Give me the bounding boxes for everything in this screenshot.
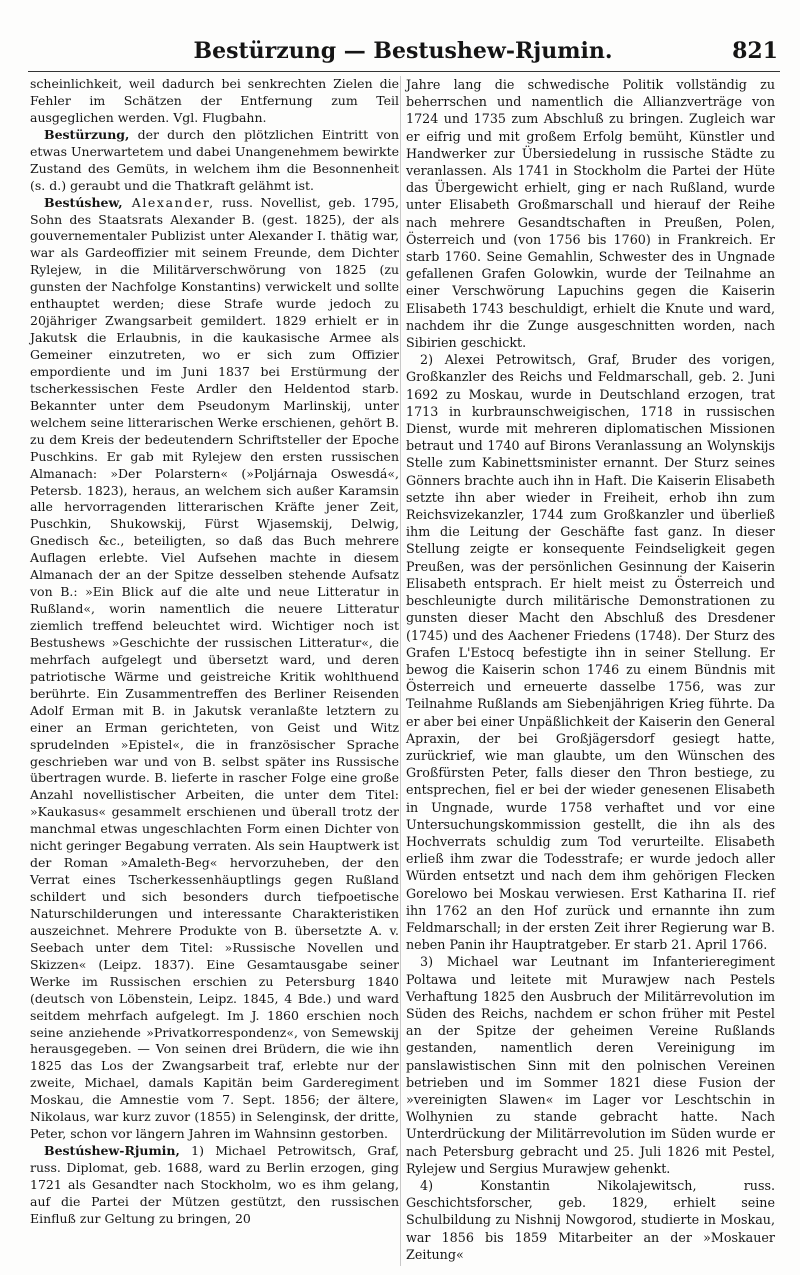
running-header — [28, 38, 778, 68]
entry-bestuschew — [30, 195, 399, 1144]
header-rule — [28, 71, 780, 72]
column-divider — [400, 76, 401, 1266]
right-column — [406, 76, 775, 1263]
continuation-paragraph: scheinlichkeit, weil dadurch bei senkrechten Zielen die Fehler im Schätzen der Entfernung zum Teil ausgeglichen werden. Vgl. Flugbahn. — [30, 76, 399, 125]
headword: Bestúshew-Rjumin, — [44, 1143, 180, 1159]
entry-text: russ. Novellist, geb. 1795, Sohn des Staatsrats Alexander B. (gest. 1825), der als gouvernementaler Publizist unter Alexander I. thätig war, war als Gardeoffizier mit seinem Freunde, dem Dichter Rylejew, in die Militärverschwörung von 1825 (zu gunsten der Nachfolge Konstantins) verwickelt und sollte enthauptet werden; diese Strafe wurde jedoch zu 20jähriger Zwangsarbeit gemildert. 1829 erhielt er in Jakutsk die Erlaubnis, in die kaukasische Armee als Gemeiner einzutreten, wo er sich zum Offizier empordiente und im Juni 1837 bei Erstürmung der tscherkessischen Feste Ardler den Heldentod starb. Bekannter unter dem Pseudonym Marlinskij, unter welchem seine litterarischen Werke erschienen, gehört B. zu dem Kreis der bedeutendern Schriftsteller der Epoche Puschkins. Er gab mit Rylejew den ersten russischen Almanach: »Der Polarstern« (»Poljárnaja Oswesdá«, Petersb. 1823), heraus, an welchem sich außer Karamsin alle hervorragenden litterarischen Kräfte jener Zeit, Puschkin, Shukowskij, Fürst Wjasemskij, Delwig, Gnedisch &c., beteiligten, so daß das Buch mehrere Auflagen erlebte. Viel Aufsehen machte in diesem Almanach der an der Spitze desselben stehende Aufsatz von B.: »Ein Blick auf die alte und neue Litteratur in Rußland«, worin namentlich die neuere Litteratur ziemlich treffend beleuchtet wird. Wichtiger noch ist Bestushews »Geschichte der russischen Litteratur«, die mehrfach aufgelegt und übersetzt ward, und deren patriotische Wärme und geistreiche Kritik wohlthuend berührte. Ein Zusammentreffen des Berliner Reisenden Adolf Erman mit B. in Jakutsk veranlaßte letztern zu einer an Erman gerichteten, von Geist und Witz sprudelnden »Epistel«, die in französischer Sprache geschrieben war und von B. selbst später ins Russische übertragen wurde. B. lieferte in rascher Folge eine große Anzahl novellistischer Arbeiten, die unter dem Titel: »Kaukasus« gesammelt erschienen und überall trotz der manchmal etwas ungeschlachten Form einen Dichter von nicht geringer Begabung verraten. Als sein Hauptwerk ist der Roman »Amaleth-Beg« hervorzuheben, der den Verrat eines Tscherkessenhäuptlings gegen Rußland schildert und sich besonders durch tiefpoetische Naturschilderungen und interessante Charakteristiken auszeichnet. Mehrere Produkte von B. übersetzte A. v. Seebach unter dem Titel: »Russische Novellen und Skizzen« (Leipz. 1837). Eine Gesamtausgabe seiner Werke im Russischen erschien zu Petersburg 1840 (deutsch von Löbenstein, Leipz. 1845, 4 Bde.) und ward seitdem mehrfach aufgelegt. Im J. 1860 erschien noch seine anziehende »Privatkorrespondenz«, von Semewskij herausgegeben. — Von seinen drei Brüdern, die wie ihn 1825 das Los der Zwangsarbeit traf, erlebte nur der zweite, Michael, damals Kapitän beim Garderegiment Moskau, die Amnestie vom 7. Sept. 1856; der ältere, Nikolaus, war kurz zuvor (1855) in Selenginsk, der dritte, Peter, schon vor längern Jahren im Wahnsinn gestorben. — [30, 194, 399, 1142]
entry-bestuerzung — [30, 127, 399, 195]
subentry-konstantin: 4) Konstantin Nikolajewitsch, russ. Geschichtsforscher, geb. 1829, erhielt seine Schulbildung zu Nishnij Nowgorod, studierte in Moskau, war 1856 bis 1859 Mitarbeiter an der »Moskauer Zeitung« — [406, 1178, 775, 1262]
continuation-paragraph: Jahre lang die schwedische Politik vollständig zu beherrschen und namentlich die Allianzverträge von 1724 und 1735 zum Abschluß zu bringen. Zugleich war er eifrig und mit großem Erfolg bemüht, Künstler und Handwerker zur Übersiedelung in russische Städte zu veranlassen. Als 1741 in Stockholm die Partei der Hüte das Übergewicht erhielt, ging er nach Rußland, wurde unter Elisabeth Großmarschall und hierauf der Reihe nach mehrere Gesandtschaften in Preußen, Polen, Österreich und (von 1756 bis 1760) in Frankreich. Er starb 1760. Seine Gemahlin, Schwester des in Ungnade gefallenen Grafen Golowkin, wurde der Teilnahme an einer Verschwörung Lapuchins gegen die Kaiserin Elisabeth 1743 beschuldigt, erhielt die Knute und ward, nachdem ihr die Zunge ausgeschnitten worden, nach Sibirien geschickt. — [406, 77, 775, 351]
headword: Bestürzung, — [44, 126, 130, 142]
page-number: 821 — [732, 38, 778, 64]
entry-person-name: Alexander, — [122, 194, 215, 210]
headword: Bestúshew, — [44, 194, 123, 210]
subentry-michael: 3) Michael war Leutnant im Infanterieregiment Poltawa und leitete mit Murawjew nach Pestels Verhaftung 1825 den Ausbruch der Militärrevolution im Süden des Reichs, nachdem er schon früher mit Pestel an der Spitze der geheimen Vereine Rußlands gestanden, namentlich deren Vereinigung im panslawistischen Sinn mit den polnischen Vereinen betrieben und im Sommer 1821 diese Fusion der »vereinigten Slawen« im Lager vor Leschtschin in Wolhynien zu stande gebracht hatte. Nach Unterdrückung der Militärrevolution im Süden wurde er nach Petersburg gebracht und 25. Juli 1826 mit Pestel, Rylejew und Sergius Murawjew gehenkt. — [406, 954, 775, 1176]
entry-text: der durch den plötzlichen Eintritt von etwas Unerwartetem und dabei Unangenehmem bewirkte Zustand des Gemüts, in welchem ihm die Besonnenheit (s. d.) geraubt und die Thatkraft gelähmt ist. — [30, 126, 399, 193]
entry-bestuschew-rjumin — [30, 1143, 399, 1228]
entry-text: 1) Michael Petrowitsch, Graf, russ. Diplomat, geb. 1688, ward zu Berlin erzogen, ging 1721 als Gesandter nach Stockholm, wo es ihm gelang, auf die Partei der Mützen gestützt, den russischen Einfluß zur Geltung zu bringen, 20 — [30, 1143, 399, 1226]
subentry-alexei: 2) Alexei Petrowitsch, Graf, Bruder des vorigen, Großkanzler des Reichs und Feldmarschall, geb. 2. Juni 1692 zu Moskau, wurde in Deutschland erzogen, trat 1713 in kurbraunschweigischen, 1718 in russischen Dienst, wurde mit mehreren diplomatischen Missionen betraut und 1740 auf Birons Veranlassung an Wolynskijs Stelle zum Kabinettsminister ernannt. Der Sturz seines Gönners brachte auch ihn in Haft. Die Kaiserin Elisabeth setzte ihn aber wieder in Freiheit, erhob ihn zum Reichsvizekanzler, 1744 zum Großkanzler und überließ ihm die Leitung der Geschäfte fast ganz. In dieser Stellung zeigte er konsequente Feindseligkeit gegen Preußen, was der persönlichen Gesinnung der Kaiserin Elisabeth entsprach. Er hielt meist zu Österreich und beschleunigte durch militärische Demonstrationen zu gunsten dieser Macht den Abschluß des Dresdener (1745) und des Aachener Friedens (1748). Der Sturz des Grafen L'Estocq befestigte ihn in seiner Stellung. Er bewog die Kaiserin schon 1746 zu einem Bündnis mit Österreich und erneuerte dasselbe 1756, was zur Teilnahme Rußlands am Siebenjährigen Krieg führte. Da er aber bei einer Unpäßlichkeit der Kaiserin den General Apraxin, der bei Großjägersdorf gesiegt hatte, zurückrief, wie man glaubte, um den Wünschen des Großfürsten Peter, falls dieser den Thron bestiege, zu entsprechen, fiel er bei der wieder genesenen Elisabeth in Ungnade, wurde 1758 verhaftet und vor eine Untersuchungskommission gestellt, die ihn als des Hochverrats schuldig zum Tod verurteilte. Elisabeth erließ ihm zwar die Todesstrafe; er wurde jedoch aller Würden entsetzt und nach dem ihm gehörigen Flecken Gorelowo bei Moskau verwiesen. Erst Katharina II. rief ihn 1762 an den Hof zurück und ernannte ihn zum Feldmarschall; in der ersten Zeit ihrer Regierung war B. neben Panin ihr Hauptratgeber. Er starb 21. April 1766. — [406, 352, 775, 953]
left-column — [30, 76, 399, 1228]
page-title: Bestürzung — Bestushew-Rjumin. — [193, 38, 613, 64]
